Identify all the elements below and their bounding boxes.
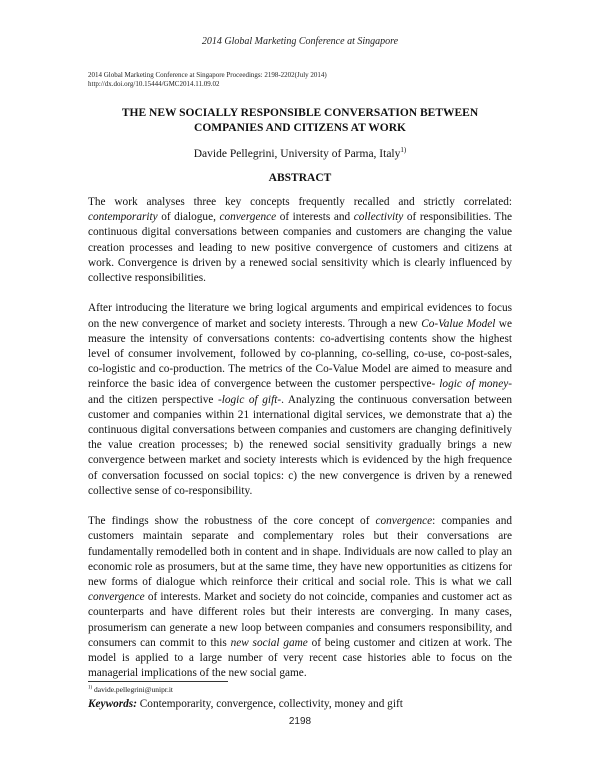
running-head: 2014 Global Marketing Conference at Singapore [201, 36, 399, 47]
keywords-text: Contemporarity, convergence, collectivity, money and gift [136, 697, 403, 710]
abstract-heading: ABSTRACT [268, 172, 332, 184]
author-footnote-mark: 1) [400, 146, 407, 154]
doi-link[interactable]: http://dx.doi.org/10.15444/GMC2014.11.09.02 [88, 80, 220, 88]
keywords-line [88, 697, 512, 712]
page-number: 2198 [288, 716, 312, 727]
footnote-divider [88, 681, 228, 682]
author-name: Davide Pellegrini, University of Parma, Italy [193, 147, 401, 160]
abstract-paragraph-3: The findings show the robustness of the core concept of convergence: companies and customers maintain separate and complementary roles but their conversations are fundamentally remodelled both in content and in shape. Individuals are now called to play an economic role as prosumers, but at the same time, they have new opportunities as citizens for new forms of dialogue which reinforce their critical and social role. This is what we call convergence of interests. Market and society do not coincide, companies and customer act as counterparts and have different roles but their interests are converging. In many cases, prosumerism can generate a new loop between companies and consumers responsibility, and consumers can commit to this new social game of being customer and citizen at work. The model is applied to a large number of very recent case histories able to focus on the managerial implications of the new social game. [88, 515, 512, 680]
abstract-body [88, 195, 512, 727]
author-line [0, 146, 600, 160]
keywords-label: Keywords: [88, 697, 137, 710]
title-line-2: COMPANIES AND CITIZENS AT WORK [194, 122, 406, 134]
paper-title [88, 106, 512, 136]
citation-line: 2014 Global Marketing Conference at Singapore Proceedings: 2198-2202(July 2014) [88, 71, 327, 79]
proceedings-citation [88, 71, 327, 89]
footnote [88, 685, 173, 694]
footnote-mark: 1) [88, 685, 93, 691]
abstract-paragraph-2: After introducing the literature we bring logical arguments and empirical evidences to focus on the new convergence of market and society interests. Through a new Co-Value Model we measure the intensity of conversations contents: co-advertising contents show the highest level of consumer involvement, followed by co-planning, co-selling, co-use, co-post-sales, co-logistic and co-production. The metrics of the Co-Value Model are aimed to measure and reinforce the basic idea of convergence between the customer perspective- logic of money- and the citizen perspective -logic of gift-. Analyzing the continuous conversation between customer and companies within 21 international digital services, we demonstrate that a) the continuous digital conversations between companies and customers are changing definitively the value creation processes; b) the renewed social sensitivity gradually brings a new convergence between market and society interests which is evidenced by the high frequence of conversation focussed on social topics: c) the new convergence is driven by a renewed collective sense of co-responsibility. [88, 302, 512, 497]
footnote-email[interactable]: davide.pellegrini@unipr.it [92, 685, 174, 694]
title-line-1: THE NEW SOCIALLY RESPONSIBLE CONVERSATION BETWEEN [121, 107, 479, 119]
abstract-paragraph-1: The work analyses three key concepts frequently recalled and strictly correlated: contemporarity of dialogue, convergence of interests and collectivity of responsibilities. The continuous digital conversations between companies and customers are changing the value creation processes and leading to new positive convergence of customers and citizens at work. Convergence is driven by a renewed social sensitivity which is clearly influenced by collective responsibilities. [88, 196, 512, 285]
